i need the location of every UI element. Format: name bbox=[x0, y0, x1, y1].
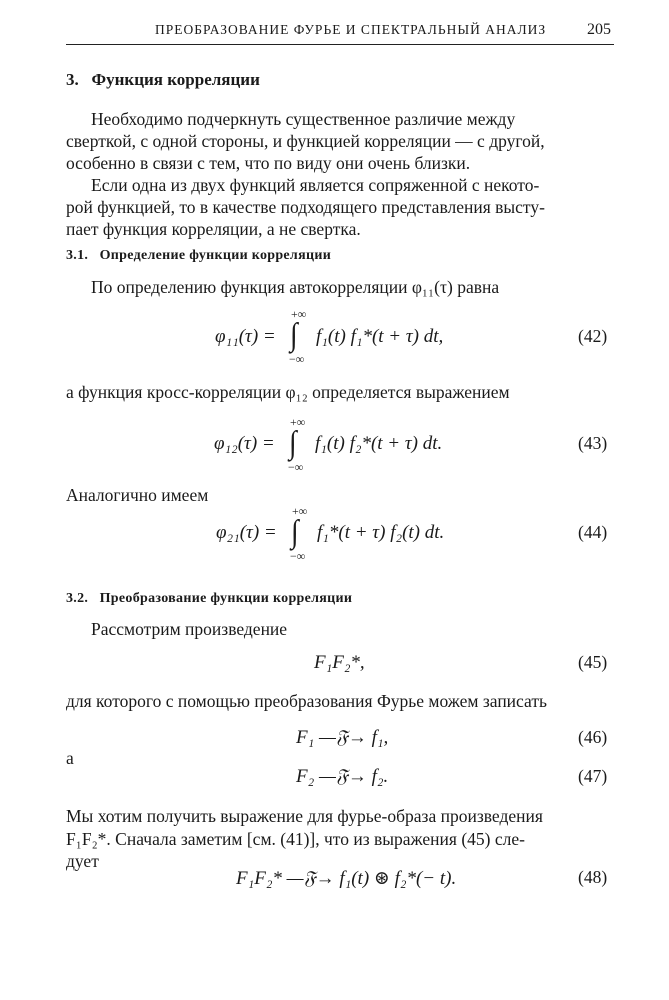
paragraph-line: Если одна из двух функций является сопряженной с некото- bbox=[91, 175, 540, 195]
paragraph-line: рой функцией, то в качестве подходящего представления высту- bbox=[66, 197, 545, 217]
subsection-number: 3.2. bbox=[66, 591, 89, 606]
integral-lower-limit: −∞ bbox=[288, 460, 304, 474]
paragraph-line: Мы хотим получить выражение для фурье-образа произведения bbox=[66, 806, 543, 826]
subsection-heading bbox=[66, 248, 331, 264]
paragraph-line: особенно в связи с тем, что по виду они очень близки. bbox=[66, 153, 471, 173]
equation-number: (44) bbox=[578, 522, 608, 542]
connective-word: а bbox=[66, 748, 74, 768]
section-heading bbox=[66, 70, 260, 90]
equation-lhs: φ₂₁(τ) = bbox=[216, 522, 277, 543]
subsection-title: Определение функции корреляции bbox=[99, 248, 332, 263]
paragraph-line: Необходимо подчеркнуть существенное различие между bbox=[91, 109, 516, 129]
paragraph-line: Аналогично имеем bbox=[66, 485, 209, 505]
equation-rhs: f₁(t) f₁*(t + τ) dt, bbox=[316, 326, 444, 347]
integral-lower-limit: −∞ bbox=[289, 352, 305, 366]
equation-lhs: φ₁₁(τ) = bbox=[215, 326, 276, 347]
paragraph-line: F₁F₂*. Сначала заметим [см. (41)], что из выражения (45) сле- bbox=[66, 829, 525, 849]
integral-sign: ∫ bbox=[291, 514, 299, 551]
integral-upper-limit: +∞ bbox=[290, 415, 306, 429]
section-number: 3. bbox=[66, 70, 79, 89]
subsection-number: 3.1. bbox=[66, 248, 89, 263]
paragraph-line: для которого с помощью преобразования Фурье можем записать bbox=[66, 691, 547, 711]
running-title: ПРЕОБРАЗОВАНИЕ ФУРЬЕ И СПЕКТРАЛЬНЫЙ АНАЛИЗ bbox=[155, 22, 547, 37]
paragraph-line: сверткой, с одной стороны, и функцией корреляции — с другой, bbox=[66, 131, 545, 151]
equation-rhs: f₁(t) f₂*(t + τ) dt. bbox=[315, 433, 443, 454]
equation-rhs: f₁*(t + τ) f₂(t) dt. bbox=[317, 522, 445, 543]
equation-expr: F₁F₂* —𝔉→ f₁(t) ⊛ f₂*(− t). bbox=[236, 868, 457, 889]
subsection-heading bbox=[66, 591, 352, 607]
equation-expr: F₁F₂*, bbox=[314, 652, 365, 673]
integral-sign: ∫ bbox=[289, 425, 297, 462]
paragraph-line: дует bbox=[66, 851, 99, 871]
paragraph-line: Рассмотрим произведение bbox=[91, 619, 288, 639]
subsection-title: Преобразование функции корреляции bbox=[99, 591, 353, 606]
page-number: 205 bbox=[587, 21, 611, 38]
equation-number: (43) bbox=[578, 433, 608, 453]
paragraph-line: пает функция корреляции, а не свертка. bbox=[66, 219, 361, 239]
integral-upper-limit: +∞ bbox=[291, 307, 307, 321]
paragraph-line: По определению функция автокорреляции φ₁₁(τ) равна bbox=[91, 277, 500, 297]
paragraph-line: а функция кросс-корреляции φ₁₂ определяется выражением bbox=[66, 382, 510, 402]
integral-sign: ∫ bbox=[290, 317, 298, 354]
equation-expr: F₁ —𝔉→ f₁, bbox=[296, 727, 389, 748]
equation-number: (46) bbox=[578, 727, 608, 747]
integral-lower-limit: −∞ bbox=[290, 549, 306, 563]
integral-upper-limit: +∞ bbox=[292, 504, 308, 518]
equation-lhs: φ₁₂(τ) = bbox=[214, 433, 275, 454]
equation-number: (42) bbox=[578, 326, 608, 346]
equation-number: (48) bbox=[578, 867, 608, 887]
equation-number: (47) bbox=[578, 766, 608, 786]
section-title: Функция корреляции bbox=[91, 70, 260, 89]
header-rule bbox=[66, 44, 614, 45]
equation-number: (45) bbox=[578, 652, 608, 672]
equation-expr: F₂ —𝔉→ f₂. bbox=[296, 766, 389, 787]
